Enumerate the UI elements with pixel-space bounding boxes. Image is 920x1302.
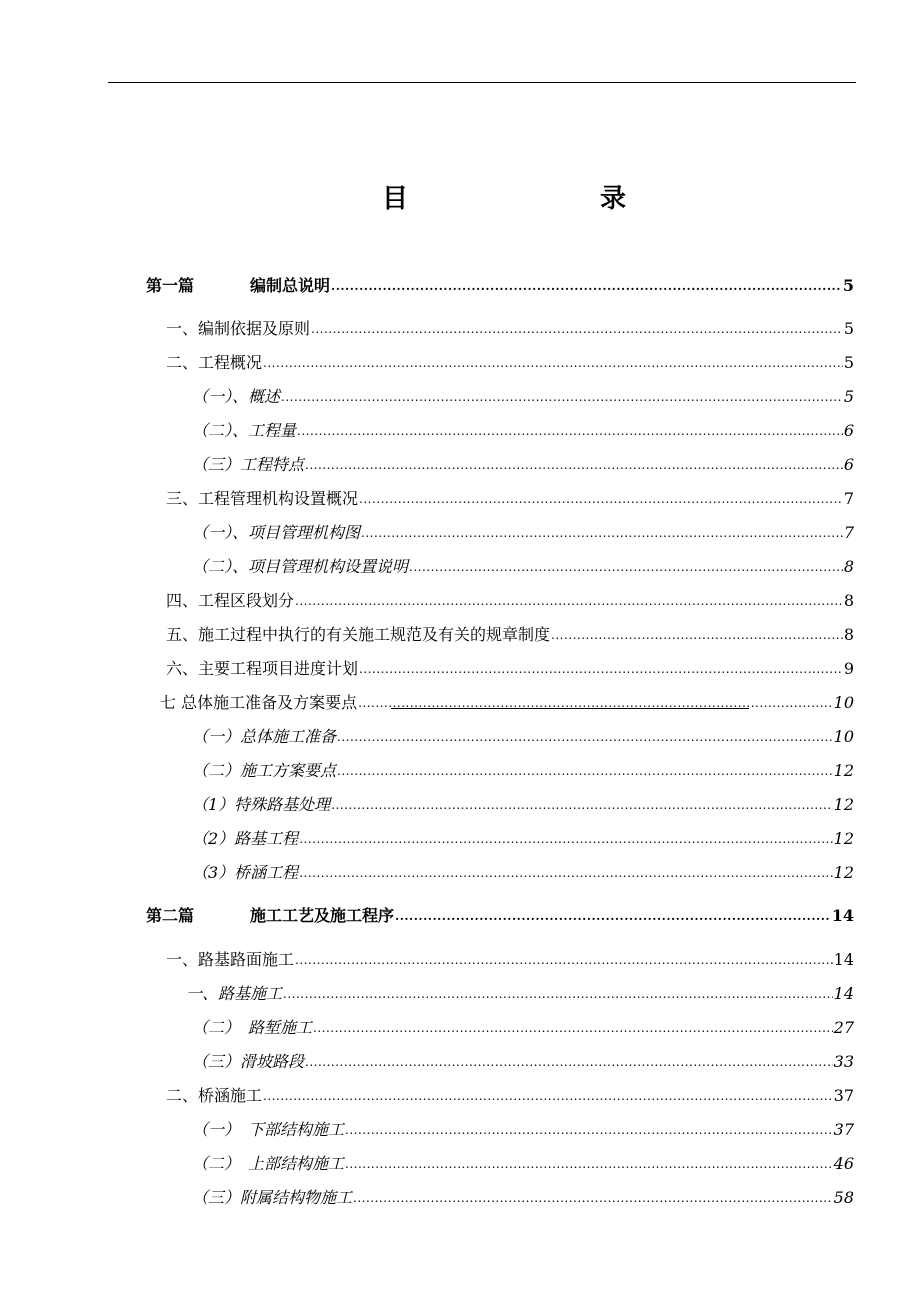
toc-page-number: 37 (833, 1120, 854, 1139)
toc-label: （一） 下部结构施工 (192, 1120, 345, 1139)
toc-page-number: 14 (831, 906, 854, 925)
toc-leader-dots (263, 353, 843, 373)
toc-label: （1）特殊路基处理 (192, 795, 331, 814)
toc-page-number: 58 (833, 1188, 854, 1207)
toc-page-number: 27 (833, 1018, 854, 1037)
toc-leader-dots (395, 906, 831, 926)
toc-page-number: 33 (833, 1052, 854, 1071)
toc-entry[interactable] (192, 521, 854, 543)
toc-label: （二） 上部结构施工 (192, 1154, 345, 1173)
toc-leader-dots (313, 1018, 833, 1038)
toc-entry[interactable] (192, 1050, 854, 1072)
toc-leader-dots (263, 1086, 833, 1106)
toc-leader-dots (311, 319, 843, 339)
toc-entry[interactable] (192, 1118, 854, 1140)
toc-page-number: 8 (843, 591, 854, 610)
toc-entry[interactable] (192, 861, 854, 883)
underline-mark (391, 708, 749, 709)
toc-leader-dots (281, 387, 843, 407)
toc-label: 一、路基施工 (186, 984, 283, 1003)
toc-entry[interactable] (192, 1152, 854, 1174)
toc-leader-dots (305, 1052, 833, 1072)
toc-leader-dots (283, 984, 833, 1004)
toc-label: （二）、项目管理机构设置说明 (192, 557, 409, 576)
toc-label: （三）滑坡路段 (192, 1052, 305, 1071)
toc-entry[interactable] (166, 1084, 854, 1106)
toc-page-number: 10 (833, 727, 854, 746)
toc-entry[interactable] (166, 317, 854, 339)
toc-leader-dots (359, 489, 843, 509)
title-char-1: 目 (382, 184, 409, 214)
toc-page-number: 12 (833, 829, 854, 848)
toc-part-number: 第二篇 (146, 906, 195, 925)
toc-leader-dots (353, 1188, 833, 1208)
toc-label: 一、编制依据及原则 (166, 319, 311, 338)
toc-leader-dots (295, 950, 833, 970)
toc-page-number: 10 (833, 693, 854, 712)
toc-entry[interactable] (166, 487, 854, 509)
toc-label: 施工工艺及施工程序 (250, 906, 395, 925)
toc-label: 五、施工过程中执行的有关施工规范及有关的规章制度 (166, 625, 551, 644)
toc-page-number: 6 (843, 421, 854, 440)
toc-page-number: 8 (843, 557, 854, 576)
toc-leader-dots (297, 421, 843, 441)
toc-page-number: 12 (833, 761, 854, 780)
toc-label: （3）桥涵工程 (192, 863, 299, 882)
toc-leader-dots (331, 276, 842, 296)
toc-label: （2）路基工程 (192, 829, 299, 848)
toc-entry[interactable] (192, 793, 854, 815)
toc-label: （二）施工方案要点 (192, 761, 337, 780)
toc-label: （一）总体施工准备 (192, 727, 337, 746)
toc-entry[interactable] (166, 589, 854, 611)
toc-page-number: 46 (833, 1154, 854, 1173)
toc-leader-dots (358, 693, 833, 713)
toc-entry[interactable] (192, 827, 854, 849)
toc-label: （三）附属结构物施工 (192, 1188, 353, 1207)
toc-label: 七 总体施工准备及方案要点 (160, 693, 358, 712)
toc-page-number: 7 (843, 489, 854, 508)
toc-label: 六、主要工程项目进度计划 (166, 659, 359, 678)
toc-entry[interactable] (192, 419, 854, 441)
toc-page-number: 14 (833, 984, 854, 1003)
toc-page-number: 12 (833, 863, 854, 882)
toc-leader-dots (295, 591, 843, 611)
title-char-2: 录 (600, 184, 627, 214)
toc-leader-dots (345, 1154, 833, 1174)
toc-entry[interactable] (166, 623, 854, 645)
toc-label: （一）、概述 (192, 387, 281, 406)
toc-entry[interactable] (186, 982, 854, 1004)
toc-label: 二、桥涵施工 (166, 1086, 263, 1105)
toc-label: 一、路基路面施工 (166, 950, 295, 969)
toc-label: （二）、工程量 (192, 421, 297, 440)
toc-part-number: 第一篇 (146, 276, 195, 295)
toc-page-number: 8 (843, 625, 854, 644)
toc-label: （三）工程特点 (192, 455, 305, 474)
toc-page-number: 6 (843, 455, 854, 474)
toc-label: 二、工程概况 (166, 353, 263, 372)
toc-leader-dots (361, 523, 843, 543)
toc-leader-dots (345, 1120, 833, 1140)
toc-label: 四、工程区段划分 (166, 591, 295, 610)
toc-leader-dots (331, 795, 832, 815)
toc-entry[interactable] (166, 657, 854, 679)
toc-entry[interactable] (192, 555, 854, 577)
toc-entry-part-2[interactable] (146, 904, 854, 926)
toc-page-number: 5 (843, 387, 854, 406)
toc-page-number: 37 (833, 1086, 854, 1105)
toc-entry[interactable] (192, 1016, 854, 1038)
toc-page-number: 5 (843, 353, 854, 372)
toc-entry[interactable] (192, 725, 854, 747)
toc-leader-dots (337, 727, 833, 747)
toc-entry[interactable] (160, 691, 854, 713)
toc-entry[interactable] (192, 385, 854, 407)
toc-entry[interactable] (166, 351, 854, 373)
toc-page-number: 5 (843, 319, 854, 338)
toc-entry-part-1[interactable] (146, 274, 854, 296)
toc-label: 三、工程管理机构设置概况 (166, 489, 359, 508)
toc-label: （一）、项目管理机构图 (192, 523, 361, 542)
toc-entry[interactable] (192, 1186, 854, 1208)
toc-leader-dots (305, 455, 843, 475)
toc-page-number: 7 (843, 523, 854, 542)
toc-leader-dots (337, 761, 833, 781)
toc-entry[interactable] (192, 759, 854, 781)
toc-leader-dots (299, 829, 832, 849)
toc-entry[interactable] (166, 948, 854, 970)
toc-leader-dots (299, 863, 832, 883)
toc-page-number: 14 (833, 950, 854, 969)
toc-leader-dots (409, 557, 843, 577)
toc-leader-dots (359, 659, 843, 679)
toc-leader-dots (551, 625, 843, 645)
toc-page-number: 12 (833, 795, 854, 814)
toc-entry[interactable] (192, 453, 854, 475)
toc-label: （二） 路堑施工 (192, 1018, 313, 1037)
toc-label: 编制总说明 (250, 276, 331, 295)
toc-page-number: 5 (842, 276, 854, 295)
toc-page-number: 9 (843, 659, 854, 678)
